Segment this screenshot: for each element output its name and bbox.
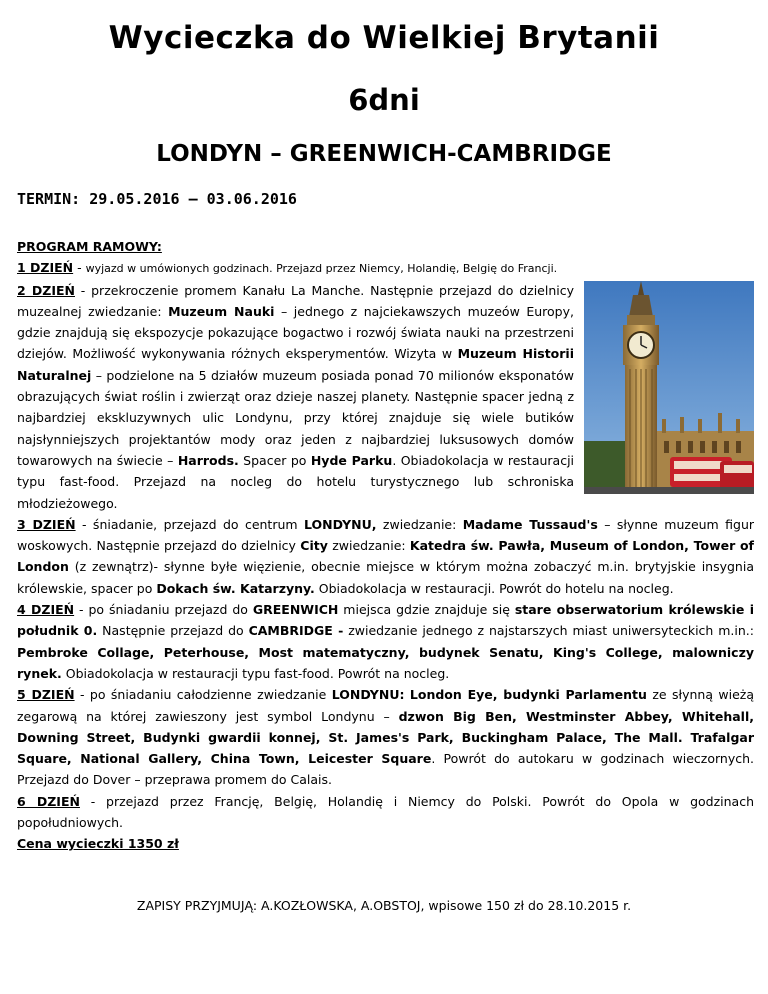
day3-label: 3 DZIEŃ [17,516,76,532]
page-title: Wycieczka do Wielkiej Brytanii [108,20,660,56]
program-heading: PROGRAM RAMOWY: [17,239,162,254]
day6-label: 6 DZIEŃ [17,793,80,809]
day4-paragraph: 4 DZIEŃ - po śniadaniu przejazd do GREENWICH miejsca gdzie znajduje się stare obserwatorium królewskie i południk 0. Następnie przejazd do CAMBRIDGE - zwiedzanie jednego z najstarszych miast uniwersyteckich m.in.: Pembroke Collage, Peterhouse, Most matematyczny, budynek Senatu, King's College, malowniczy rynek. Obiadokolacja w restauracji typu fast-food. Powrót na nocleg. [17,602,754,681]
day5-label: 5 DZIEŃ [17,687,75,703]
big-ben-photo [584,281,754,494]
day5-paragraph: 5 DZIEŃ - po śniadaniu całodzienne zwiedzanie LONDYNU: London Eye, budynki Parlamentu ze słynną wieżą zegarową na której zawieszony jest symbol Londynu – dzwon Big Ben, Westminster Abbey, Whitehall, Downing Street, Budynki gwardii konnej, St. James's Park, Buckingham Palace, The Mall. Trafalgar Square, National Gallery, China Town, Leicester Square. Powrót do autokaru w godzinach wieczornych. Przejazd do Dover – przeprawa promem do Calais. [17,687,754,788]
trip-price: Cena wycieczki 1350 zł [17,836,179,852]
day2-label: 2 DZIEŃ [17,282,75,298]
trip-route: LONDYN – GREENWICH-CAMBRIDGE [156,141,612,167]
day1-text: wyjazd w umówionych godzinach. Przejazd przez Niemcy, Holandię, Belgię do Francji. [85,262,558,276]
trip-dates: TERMIN: 29.05.2016 – 03.06.2016 [17,190,297,208]
day2-paragraph: 2 DZIEŃ - przekroczenie promem Kanału La Manche. Następnie przejazd do dzielnicy muzealnej zwiedzanie: Muzeum Nauki – jednego z najciekawszych muzeów Europy, gdzie znajdują się ekspozycje pokazujące bogactwo i rozwój świata nauki na przestrzeni dziejów. Możliwość wykonywania różnych eksperymentów. Wizyta w Muzeum Historii Naturalnej – podzielone na 5 działów muzeum posiada ponad 70 milionów eksponatów obrazujących świat roślin i zwierząt oraz dzieje naszej planety. Następnie spacer jedną z najbardziej ekskluzywnych ulic Londynu, przy której znajduje się wiele butików najsłynniejszych projektantów mody oraz jeden z najbardziej luksusowych domów towarowych na świecie – Harrods. Spacer po Hyde Parku. Obiadokolacja w restauracji typu fast-food. Przejazd na nocleg do hotelu turystycznego lub schroniska młodzieżowego. [17,282,575,511]
trip-duration: 6dni [348,83,420,117]
registration-footer: ZAPISY PRZYJMUJĄ: A.KOZŁOWSKA, A.OBSTOJ, wpisowe 150 zł do 28.10.2015 r. [136,898,632,913]
day1-label: 1 DZIEŃ [17,260,74,276]
program-body: PROGRAM RAMOWY: 1 DZIEŃ - wyjazd w umówionych godzinach. Przejazd przez Niemcy, Holandię, Belgię do Francji. 2 DZIEŃ - przekroczenie promem Kanału La Manche. Następnie przejazd do dzielnicy muzealnej zwiedzanie: Muzeum Nauki – jednego z najciekawszych muzeów Europy, gdzie znajdują się ekspozycje pokazujące bogactwo i rozwój świata nauki na przestrzeni dziejów. Możliwość wykonywania różnych eksperymentów. Wizyta w Muzeum Historii Naturalnej – podzielone na 5 działów muzeum posiada ponad 70 milionów eksponatów obrazujących świat roślin i zwierząt oraz dzieje naszej planety. Następnie spacer jedną z najbardziej ekskluzywnych ulic Londynu, przy której znajduje się wiele butików najsłynniejszych projektantów mody oraz jeden z najbardziej luksusowych domów towarowych na świecie – Harrods. Spacer po Hyde Parku. Obiadokolacja w restauracji typu fast-food. Przejazd na nocleg do hotelu turystycznego lub schroniska młodzieżowego. 3 DZIEŃ - śniadanie, przejazd do centrum LONDYNU, zwiedzanie: Madame Tussaud's – słynne muzeum figur woskowych. Następnie przejazd do dzielnicy City zwiedzanie: Katedra św. Pawła, Museum of London, Tower of London (z zewnątrz)- słynne byłe więzienie, obecnie miejsce w którym można zobaczyć m.in. brytyjskie insygnia królewskie, spacer po Dokach św. Katarzyny. Obiadokolacja w restauracji. Powrót do hotelu na nocleg. 4 DZIEŃ - po śniadaniu przejazd do GREENWICH miejsca gdzie znajduje się stare obserwatorium królewskie i południk 0. Następnie przejazd do CAMBRIDGE - zwiedzanie jednego z najstarszych miast uniwersyteckich m.in.: Pembroke Collage, Peterhouse, Most matematyczny, budynek Senatu, King's College, malowniczy rynek. Obiadokolacja w restauracji typu fast-food. Powrót na nocleg. 5 DZIEŃ - po śniadaniu całodzienne zwiedzanie LONDYNU: London Eye, budynki Parlamentu ze słynną wieżą zegarową na której zawieszony jest symbol Londynu – dzwon Big Ben, Westminster Abbey, Whitehall, Downing Street, Budynki gwardii konnej, St. James's Park, Buckingham Palace, The Mall. Trafalgar Square, National Gallery, China Town, Leicester Square. Powrót do autokaru w godzinach wieczornych. Przejazd do Dover – przeprawa promem do Calais. 6 DZIEŃ - przejazd przez Francję, Belgię, Holandię i Niemcy do Polski. Powrót do Opola w godzinach popołudniowych. Cena wycieczki 1350 zł [17,239,755,852]
big-ben-icon [584,281,754,494]
day4-label: 4 DZIEŃ [17,602,75,618]
day6-paragraph: 6 DZIEŃ - przejazd przez Francję, Belgię, Holandię i Niemcy do Polski. Powrót do Opola w godzinach popołudniowych. [17,793,754,831]
day3-paragraph: 3 DZIEŃ - śniadanie, przejazd do centrum LONDYNU, zwiedzanie: Madame Tussaud's – słynne muzeum figur woskowych. Następnie przejazd do dzielnicy City zwiedzanie: Katedra św. Pawła, Museum of London, Tower of London (z zewnątrz)- słynne byłe więzienie, obecnie miejsce w którym można zobaczyć m.in. brytyjskie insygnia królewskie, spacer po Dokach św. Katarzyny. Obiadokolacja w restauracji. Powrót do hotelu na nocleg. [17,516,755,596]
